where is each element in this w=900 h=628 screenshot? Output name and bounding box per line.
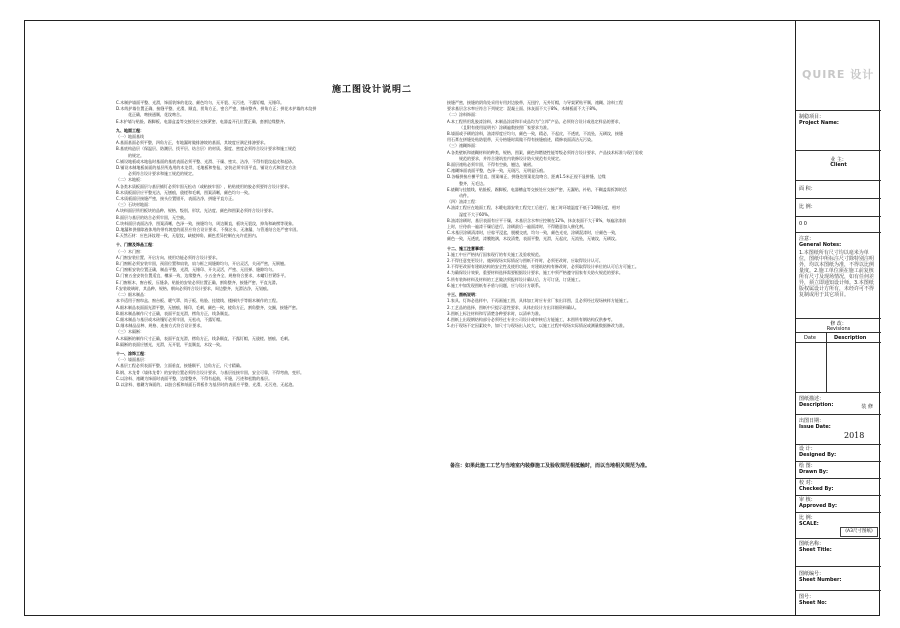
- spec-line: D.木线护墙位置正确，接缝平整，光滑，顺直，拐角方正，密合严密，割向整齐，拼角方正；拼花木护墙的木纹拼: [116, 106, 317, 112]
- spec-line: C.细木制品与基层或木砖镶钉必须牢固，无松动，不露钉帽。: [116, 316, 225, 322]
- issue-date-value: 2018: [844, 431, 865, 440]
- spec-line: C.以涂料、裱糊为饰面时表面平整，边缘整齐，不得有起鼓，开缝，污迹和松散的基层。: [116, 375, 273, 381]
- spec-line: 1.家具、灯饰必选样中，不再画施工图，具体加工时应专业厂家出详图，且必须经过现场核样方能施工。: [447, 298, 631, 304]
- client-row: [796, 150, 881, 180]
- spec-line: B.基底构造层（保温层、防潮层、找平层、结合层）的材质、强度、密度必须符合设计要求和施工规范: [116, 146, 297, 152]
- spec-line: （三）木隔断：: [116, 329, 144, 335]
- spec-line: D.各幅拼接应横平竖直，图案端正，拼缝处图案花纹吻合，距离1.5米正视不显拼缝，边缘: [447, 174, 606, 180]
- spec-line: E.木护墙与贴脸、踢脚板、电器盒盖等交接处应交接紧密，电器盖开孔位置正确，套割边缘整齐。: [116, 118, 288, 124]
- scale-row: [796, 512, 881, 538]
- general-notes-row: [796, 232, 881, 318]
- revisions-table: [796, 332, 881, 392]
- sheet-code-label-en: Sheet No:: [799, 600, 827, 606]
- section-heading: 十、门窗及饰品工程：: [116, 242, 156, 248]
- sheet-number-row: [796, 566, 881, 590]
- spec-line: B.墙面或予刷的涂料，油漆厚度应均匀，颜色一致，精必，不起皮，不透底，不流坠，无刷纹，接缝: [447, 131, 624, 137]
- spec-line: 上时，应待前一遍漆干燥后进行，涂刷最后一遍面漆时，不得随意加入催化剂。: [447, 224, 587, 230]
- spec-line: A.油漆工程应在地面工程、水暖电器安装工程完工后进行，施工时环境温度不低于10摄氏度，相对: [447, 205, 621, 211]
- notes-label-en: General Notes:: [799, 242, 842, 248]
- client-label-cn: 业 主：: [830, 157, 847, 163]
- field-row-3: [796, 216, 881, 232]
- revisions-label-cn: 修 改：: [830, 321, 847, 327]
- description-label-en: Description:: [799, 402, 834, 408]
- spec-line: 6.施工中如发现图纸有矛盾与问题，应与设计方联系。: [447, 282, 543, 288]
- spec-line: 的规定。: [128, 152, 144, 158]
- spec-line: C.木制护墙面平整、光滑，饰面装饰的花纹、颜色均匀，无开裂、无污迹，不露钉帽，无锤印。: [116, 100, 285, 105]
- spec-line: B.钢、木龙骨（墙体龙骨）的安装位置必须符合设计要求，与基层连接牢固，安全可靠，不得弯曲，变形。: [116, 369, 305, 375]
- spec-line: （二）细木制品：: [116, 292, 148, 298]
- sheet-code-row: [796, 590, 881, 616]
- revisions-desc-col: Description: [834, 335, 867, 341]
- section-heading: 九、地面工程：: [116, 127, 144, 133]
- section-heading: 十三、图纸说明：: [447, 292, 479, 298]
- spec-line: E.天然石材：应色泽纹理一致，无裂纹，缺棱掉角，颜色差异控制在允许范围内。: [116, 233, 260, 239]
- spec-line: E.门窗框木，窗台板，压缝条、贴脸的安装必须位置正确，割角整齐，接缝严密，平直光滑。: [116, 279, 280, 285]
- designed-row: [796, 444, 881, 461]
- spec-line: C.铺设地板或木地毡时基面的基底表面必须平整、光滑、干燥、密实、洁净，不得有裂纹起皮和起砂。: [116, 158, 297, 164]
- spec-line: （一）地面基线: [116, 134, 144, 140]
- company-logo: QUIRE 设计: [802, 68, 875, 81]
- issue-label-cn: 出图日期：: [799, 418, 825, 424]
- revisions-header-row: [796, 318, 881, 332]
- spec-line: 3.不得更改原有建筑结构的安全性及使用功能，对建筑结构有修改时，必须取得设计单位的认可后方可施工。: [447, 264, 639, 270]
- revisions-date-col: Date: [804, 335, 816, 341]
- spec-line: F.安装玻璃时，其品种、规格、朝向必须符合设计要求，周边整齐，光滑洁净，无划痕。: [116, 285, 271, 291]
- spec-line: A.基面基面必须平整，四角方正，有地漏时做排渗坡的基面，其坡度应满足排渗要求。: [116, 140, 268, 146]
- spec-line: D.细木制品品种、规格、连接方式符合设计要求。: [116, 323, 205, 329]
- spec-line: D.以涂料、裱糊为饰面的，以胶合板和纸面石膏板作为基层时的表面应平整，光滑，无污迹，无起泡。: [116, 381, 297, 387]
- sheet-title-label-en: Sheet Title:: [799, 547, 832, 553]
- description-label-cn: 图纸描述：: [799, 396, 825, 402]
- spec-line: B.面层裱贴必须牢固，不得有空鼓，翘边，皱褶。: [447, 162, 536, 168]
- spec-line: 规范的要求，并符合建筑室内装修设计防火规范有关规定。: [459, 155, 563, 161]
- approved-label-cn: 审 核：: [799, 497, 816, 503]
- checked-label-en: Checked By:: [799, 486, 834, 492]
- project-name-row: [796, 110, 881, 150]
- approved-label-en: Approved By:: [799, 503, 837, 509]
- left-column: [116, 100, 436, 388]
- spec-line: 3.图纸上标注材料和写清楚各种要求时，以清单为准。: [447, 310, 543, 316]
- drawn-label-cn: 绘 图：: [799, 463, 816, 469]
- field-3-label: 0 0: [799, 221, 807, 227]
- spec-line: E.裱糊与挂镜线、贴脸板、踢脚板、电器槽盒等交接处应交接严密，无漏贴，补贴，不糊盖需拆卸的活: [447, 186, 627, 192]
- sheet-number-label-cn: 图纸编号：: [799, 571, 825, 577]
- spec-line: A.细木制品表面面光滑平整，无刨痕，锤印，毛刺，颜色一致，棱角方正，割角整齐，交圈，接缝严密。: [116, 304, 300, 310]
- spec-line: A.本工程所用乳胶漆涂料，木制品涂漆和半成品均为"立邦"产品，必须符合设计或选定样品的要求，: [447, 118, 623, 124]
- notes-label-cn: 注意：: [799, 236, 815, 242]
- spec-line: A.块料面层所用板块的品种、规格、级别、形状、光洁度、颜色和图案必须符合设计要求。: [116, 208, 276, 214]
- spec-line: （三）石块材地面：: [116, 202, 152, 208]
- drawn-label-en: Drawn By:: [799, 469, 828, 475]
- sheet-title-row: [796, 538, 881, 566]
- spec-line: B.门窗框必须安装牢固，预留位置和扇装，扇与框之间缝隙均匀，开启灵活，关闭严密，无倒翘。: [116, 261, 289, 267]
- spec-line: A.各类壁纸和裱糊材料的种类，规格，图案，颜色和燃烧性能等级必须符合设计要求，产品技术标准与现行验收: [447, 149, 643, 155]
- spec-line: 1.施工中应严格执行国家现行的有关施工及验收规范。: [447, 251, 543, 257]
- spec-line: 本节适用于窗帘盒、窗台板、暖气罩、筒子板、贴脸、挂镜线、楼梯扶手等细木制作的工程。: [116, 298, 280, 304]
- spec-line: 整齐，无毛边。: [459, 180, 487, 186]
- checked-label-cn: 校 对：: [799, 480, 816, 486]
- spec-line: C.块料面层表面洁净，图案清晰，色泽一致，接缝均匀，周边顺直，板块无裂纹，掉角和缺楞等现象。: [116, 220, 297, 226]
- spec-line: C.木基层涂刷清漆时，应棕平浸盆，脱模交底，均匀一致，颜色光亮，涂刷混漆时，应颜色一致，: [447, 230, 620, 236]
- field-row-2: [796, 198, 881, 216]
- section-heading: 十一、涂饰工程：: [116, 350, 148, 356]
- spec-line: 5.由于现场不定因素较多，如尺寸与现场出入较大，以施工过程中现场实际情况或测量数据修改为准。: [447, 323, 627, 329]
- spec-line: （二）木地板：: [116, 177, 144, 183]
- field-1-label: 面 积：: [799, 186, 816, 192]
- client-label-en: Client: [830, 162, 847, 168]
- designed-label-en: Designed By:: [799, 452, 837, 458]
- page-title: 施工图设计说明二: [332, 85, 413, 95]
- section-heading: 十二、施工注意事项：: [447, 245, 487, 251]
- approved-row: [796, 495, 881, 512]
- issue-label-en: Issue Date:: [799, 424, 831, 430]
- spec-line: 要求基层含水率应符合下列规定：混凝土面、抹灰面不大于8%，木制板面不大于8%。: [447, 106, 600, 112]
- field-row-1: [796, 180, 881, 198]
- title-block: [795, 20, 880, 616]
- sheet-code-label-cn: 图号：: [799, 594, 815, 600]
- spec-line: （三）裱糊饰面：: [447, 143, 479, 149]
- description-value: 装 修: [861, 404, 873, 410]
- notes-text: 1.本图纸所有尺寸均以毫米为单位，图纸中所标注尺寸除特别注明外，均以本图纸为准，不得以比例量度。2.施工单位须在施工前复核所有尺寸及现场情况，如有任何差异，须立即通知设计师。3.本图纸版权属设计方所有，未经许可不得复制或用于其它项目。: [799, 250, 875, 298]
- project-label-en: Project Name:: [799, 120, 839, 126]
- spec-line: A.木隔断的制作尺寸正确，表面平直光滑，楞角方正，线条顺直，不露钉帽，无戗槎、刨痕、毛刺。: [116, 335, 292, 341]
- spec-line: C.门窗框安装位置正确，制品平整，光滑，无锤印、开关灵活，严密、无回弹、缝隙均匀。: [116, 267, 277, 273]
- field-2-label: 比 例：: [799, 204, 816, 210]
- revisions-label-en: Revisions: [826, 326, 851, 332]
- spec-line: B.隔断的表面应刨光，光滑，无开裂，平直顺直，木纹一致。: [116, 341, 225, 347]
- spec-line: A.门窗安装位置、开启方向、使用功能必须符合设计要求。: [116, 254, 220, 260]
- issue-date-row: [796, 414, 881, 444]
- spec-line: 5.所有装饰材料及材料的工艺做法须报样设计确认后，方可订货，订货施工。: [447, 276, 583, 282]
- spec-line: B.面层与基层的结合必须牢固，无空鼓。: [116, 214, 189, 220]
- spec-line: A.各类木质板面层与基层铺钉必须牢固无松动（或粘接牢固），粘贴使用的胶必须要符合设计要求。: [116, 183, 292, 189]
- spec-line: A.基层工程必须表面平整、立面垂直，接缝顺平，边角方正，尺寸精确。: [116, 363, 244, 369]
- spec-line: （一）墙面基层：: [116, 357, 148, 363]
- spec-line: （二）涂料饰面：: [447, 112, 479, 118]
- spec-line: C.木质板面层接缝严密，接头位置错开，表面洁净，拼缝平直方正。: [116, 196, 237, 202]
- description-row: [796, 392, 881, 414]
- spec-line: 动件。: [459, 193, 471, 199]
- spec-line: 2.不得任意变更设计，遇到现场实际情况与图纸不符时，必须更改时，应取得设计认可。: [447, 258, 603, 264]
- spec-line: 花正确，吻接通顺，花纹吻合。: [128, 112, 184, 118]
- scale-value: (A3尺寸图纸): [840, 527, 878, 537]
- designed-label-cn: 设 计：: [799, 446, 816, 452]
- spec-line: D.地漏和供排除液体用的带有坡度的面层应符合设计要求，不倒泛水，无渗漏，与管道结合处严密牢固。: [116, 227, 301, 233]
- drawn-row: [796, 461, 881, 478]
- spec-line: B.木质板面层应平整光洁，无刨痕，戗槎和毛刺，图案清晰，颜色均匀一致。: [116, 189, 253, 195]
- scale-label-en: SCALE:: [799, 521, 819, 527]
- project-label-cn: 制稳项目：: [799, 114, 825, 120]
- remark-note: 备注：如果此施工工艺与当地室内装修施工及验收规范相抵触时，而以当地相关规范为准。: [450, 463, 651, 469]
- spec-line: C.裱糊饰面表面平整，色泽一致，无斑污，无明显压痕。: [447, 168, 548, 174]
- spec-line: B.细木制品制作尺寸正确，表面平直光滑，楞角方正，线条顺直。: [116, 310, 233, 316]
- spec-line: （一）木门窗：: [116, 248, 144, 254]
- sheet-number-label-en: Sheet Number:: [799, 577, 842, 583]
- spec-line: 4.为确保设计效果，重要材料选择需要根据设计要求，施工中须严格遵守国家有关防火规范的要求。: [447, 270, 623, 276]
- spec-line: 2.工艺品的选择，图纸中只提示意性要求，具体由设计方出详细资料确认。: [447, 304, 579, 310]
- spec-line: D.铺设木制地板前面的基层所选用的木龙骨，毛地板和垫毡，安装必须牢固平直，铺设方式和固定方法: [116, 165, 297, 171]
- spec-line: 用石膏在拼缝处贴防裂带，天分格缝时需做不得有接缝痕迹，精修表面清洁无污染。: [447, 137, 595, 143]
- scale-label-cn: 比 例：: [799, 515, 816, 521]
- spec-line: B.油漆涂刷时，基层表面有应平干燥，木基层含水率应控制在12%，抹灰表面不大于8%，每遍涂漆前: [447, 217, 627, 223]
- spec-line: D.门窗五金安装位置适宜，槽深一致，边缘整齐，小五金齐全，规格符合要求，木螺钉拧紧卧平。: [116, 273, 289, 279]
- spec-line: （且附有使用说明书）涂刷遍数按照厂家要求为准。: [459, 124, 551, 130]
- checked-row: [796, 478, 881, 495]
- spec-line: 必须符合设计要求和施工规范的规定。: [128, 171, 196, 177]
- spec-line: 颜色一致，无透底，漆膜饱满，木纹清楚，表面平整，光滑，无起皮，无流坠，无皱纹，无刷纹。: [447, 236, 619, 242]
- spec-line: （四）油漆工程：: [447, 199, 479, 205]
- spec-line: 湿度不大于60%。: [459, 211, 492, 217]
- spec-line: 接缝严密，接缝的阴角处采用专用封边胶带，无扭拧，无外钉帽，与导架紧贴平顺，裱糊、涂料工程: [447, 100, 623, 105]
- spec-line: 4.图纸上出现钢结构部分必须经过专业公司设计或审核后方能施工，本图所有钢结构仅供参考。: [447, 316, 615, 322]
- sheet-title-label-cn: 图纸名称：: [799, 541, 825, 547]
- right-column: [447, 100, 765, 329]
